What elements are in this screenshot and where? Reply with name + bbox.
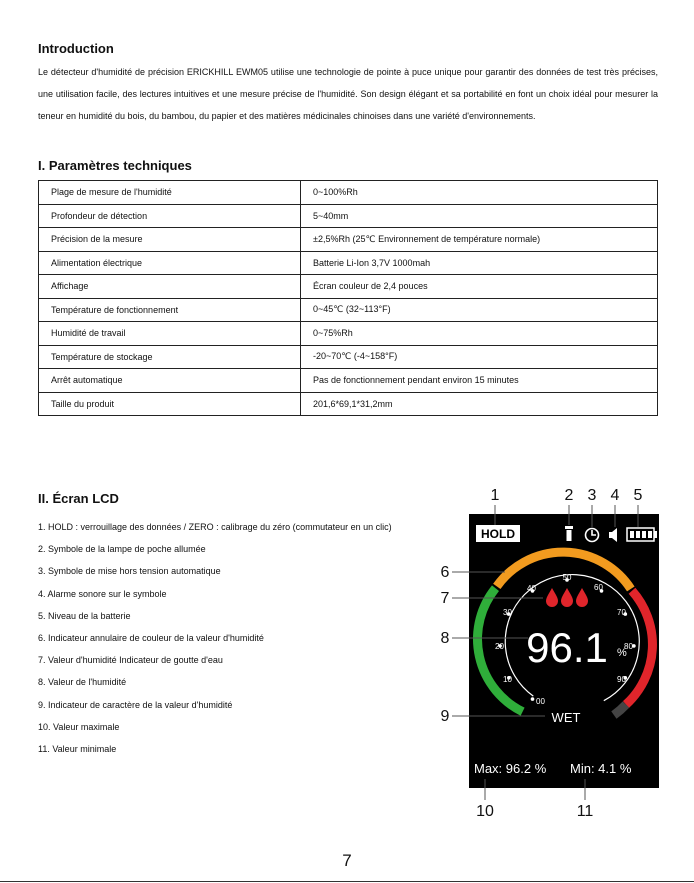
- list-item: 10. Valeur maximale: [38, 721, 120, 732]
- tick-label: 90: [617, 675, 626, 684]
- spec-value: 0~45℃ (32~113°F): [301, 298, 658, 322]
- page-number: 7: [342, 851, 352, 870]
- tick-label: 00: [536, 697, 545, 706]
- intro-heading: Introduction: [38, 41, 114, 56]
- hold-label: HOLD: [481, 527, 515, 541]
- callout-number: 3: [587, 487, 597, 504]
- tick-label: 10: [503, 675, 512, 684]
- callout-number: 8: [440, 630, 450, 647]
- intro-paragraph: Le détecteur d'humidité de précision ERICKHILL EWM05 utilise une technologie de pointe à puce unique pour garantir des données de test très précises, une utilisation facile, des lectures intuitives et une mesure précise de l'humidité. Son design élégant et sa portabilité en font un choix idéal pour mesurer la teneur en humidité du bois, du bambou, du papier et des matières médicinales chinoises dans une variété d'environnements.: [38, 67, 658, 121]
- list-item: 9. Indicateur de caractère de la valeur d'humidité: [38, 699, 233, 710]
- spec-label: Affichage: [39, 275, 301, 299]
- list-item: 7. Valeur d'humidité Indicateur de goutte d'eau: [38, 655, 223, 666]
- spec-label: Température de stockage: [39, 345, 301, 369]
- spec-label: Taille du produit: [39, 392, 301, 416]
- tick-label: 30: [503, 608, 512, 617]
- page-bottom-rule: [0, 881, 694, 882]
- spec-label: Arrêt automatique: [39, 369, 301, 393]
- humidity-value: 96.1: [526, 624, 608, 671]
- tick-label: 50: [562, 573, 572, 582]
- spec-value: Pas de fonctionnement pendant environ 15 minutes: [301, 369, 658, 393]
- spec-value: 201,6*69,1*31,2mm: [301, 392, 658, 416]
- tick-label: 20: [495, 642, 504, 651]
- spec-value: -20~70℃ (-4~158°F): [301, 345, 658, 369]
- tick-label: 80: [624, 642, 633, 651]
- callout-number: 11: [576, 803, 594, 820]
- callout-number: 9: [440, 708, 450, 725]
- spec-label: Humidité de travail: [39, 322, 301, 346]
- spec-value: 0~100%Rh: [301, 181, 658, 205]
- list-item: 4. Alarme sonore sur le symbole: [38, 588, 167, 599]
- water-drop-icons: [546, 588, 588, 607]
- spec-value: 0~75%Rh: [301, 322, 658, 346]
- callout-number: 10: [476, 803, 494, 820]
- callout-number: 5: [633, 487, 643, 504]
- spec-value: Batterie Li-Ion 3,7V 1000mah: [301, 251, 658, 275]
- tick-label: 40: [527, 584, 536, 593]
- list-item: 3. Symbole de mise hors tension automatique: [38, 566, 221, 577]
- tick-label: 70: [617, 608, 626, 617]
- spec-label: Température de fonctionnement: [39, 298, 301, 322]
- list-item: 2. Symbole de la lampe de poche allumée: [38, 544, 206, 555]
- callout-number: 2: [564, 487, 574, 504]
- callout-number: 6: [440, 564, 450, 581]
- list-item: 5. Niveau de la batterie: [38, 610, 131, 621]
- status-label: WET: [551, 710, 581, 725]
- callout-number: 1: [490, 487, 500, 504]
- humidity-unit: %: [617, 647, 627, 659]
- list-item: 11. Valeur minimale: [38, 744, 117, 755]
- spec-value: 5~40mm: [301, 204, 658, 228]
- list-item: 8. Valeur de l'humidité: [38, 677, 127, 688]
- spec-label: Profondeur de détection: [39, 204, 301, 228]
- specs-heading: I. Paramètres techniques: [38, 158, 192, 173]
- spec-value: Écran couleur de 2,4 pouces: [301, 275, 658, 299]
- tick-label: 60: [594, 583, 603, 592]
- max-value: Max: 96.2 %: [474, 761, 547, 776]
- min-value: Min: 4.1 %: [570, 761, 632, 776]
- spec-value: ±2,5%Rh (25℃ Environnement de température normale): [301, 228, 658, 252]
- list-item: 6. Indicateur annulaire de couleur de la valeur d'humidité: [38, 633, 264, 644]
- spec-label: Plage de mesure de l'humidité: [39, 181, 301, 205]
- spec-label: Alimentation électrique: [39, 251, 301, 275]
- lcd-heading: II. Écran LCD: [38, 491, 119, 506]
- spec-label: Précision de la mesure: [39, 228, 301, 252]
- callout-number: 4: [610, 487, 620, 504]
- list-item: 1. HOLD : verrouillage des données / ZERO : calibrage du zéro (commutateur en un clic): [38, 522, 392, 532]
- callout-number: 7: [440, 590, 450, 607]
